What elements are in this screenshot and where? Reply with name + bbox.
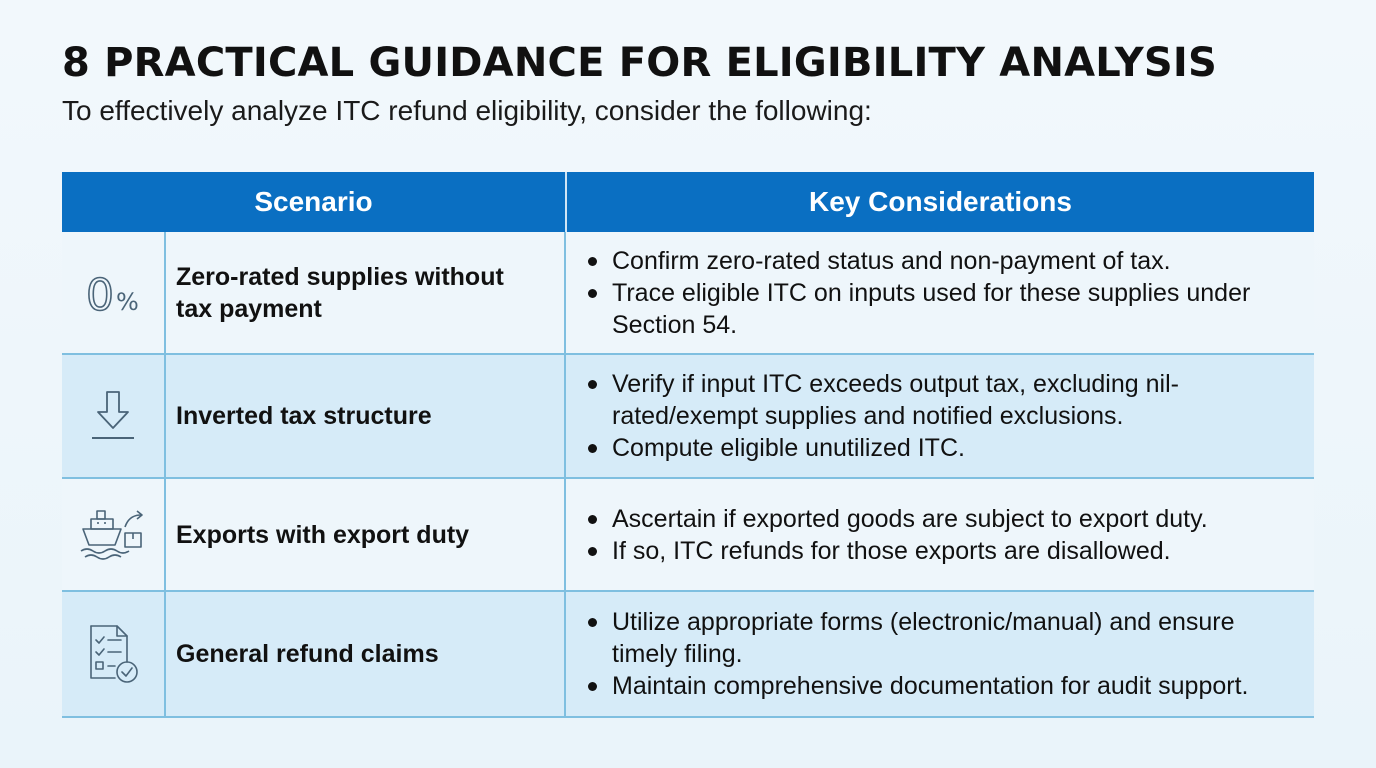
consideration-item: Confirm zero-rated status and non-payment of tax.: [586, 245, 1302, 277]
table-row: [62, 592, 1314, 718]
page-subtitle: To effectively analyze ITC refund eligibility, consider the following:: [62, 95, 872, 126]
considerations-cell: [566, 592, 1314, 716]
table-row: [62, 479, 1314, 592]
svg-text:%: %: [116, 287, 139, 316]
table-row: [62, 355, 1314, 479]
scenario-cell: [166, 355, 566, 477]
consideration-item: Maintain comprehensive documentation for audit support.: [586, 670, 1302, 702]
consideration-item: Verify if input ITC exceeds output tax, excluding nil-rated/exempt supplies and notified exclusions.: [586, 368, 1302, 432]
consideration-item: Ascertain if exported goods are subject to export duty.: [586, 503, 1302, 535]
scenario-label: Exports with export duty: [176, 520, 470, 549]
eligibility-table: [62, 172, 1314, 718]
scenario-cell: [166, 592, 566, 716]
consideration-item: Trace eligible ITC on inputs used for these supplies under Section 54.: [586, 277, 1302, 341]
header-scenario: Scenario: [62, 172, 567, 232]
scenario-label: Inverted tax structure: [176, 402, 432, 430]
table-row: [62, 232, 1314, 355]
considerations-cell: [566, 355, 1314, 477]
scenario-cell: [166, 232, 566, 353]
page-title: 8 PRACTICAL GUIDANCE FOR ELIGIBILITY ANALYSIS: [62, 40, 1218, 86]
scenario-cell: [166, 479, 566, 590]
consideration-item: If so, ITC refunds for those exports are disallowed.: [586, 535, 1302, 567]
ship-export-icon: [62, 479, 166, 590]
table-header: [62, 172, 1314, 232]
checklist-document-icon: [62, 592, 166, 716]
svg-text:0: 0: [86, 269, 114, 318]
consideration-item: Utilize appropriate forms (electronic/manual) and ensure timely filing.: [586, 606, 1302, 670]
scenario-label: Zero-rated supplies without tax payment: [176, 262, 504, 323]
zero-percent-icon: [62, 232, 166, 353]
down-arrow-icon: [62, 355, 166, 477]
consideration-item: Compute eligible unutilized ITC.: [586, 432, 1302, 464]
considerations-cell: [566, 232, 1314, 353]
header-key-considerations: Key Considerations: [809, 186, 1072, 217]
scenario-label: General refund claims: [176, 640, 439, 668]
considerations-cell: [566, 479, 1314, 590]
